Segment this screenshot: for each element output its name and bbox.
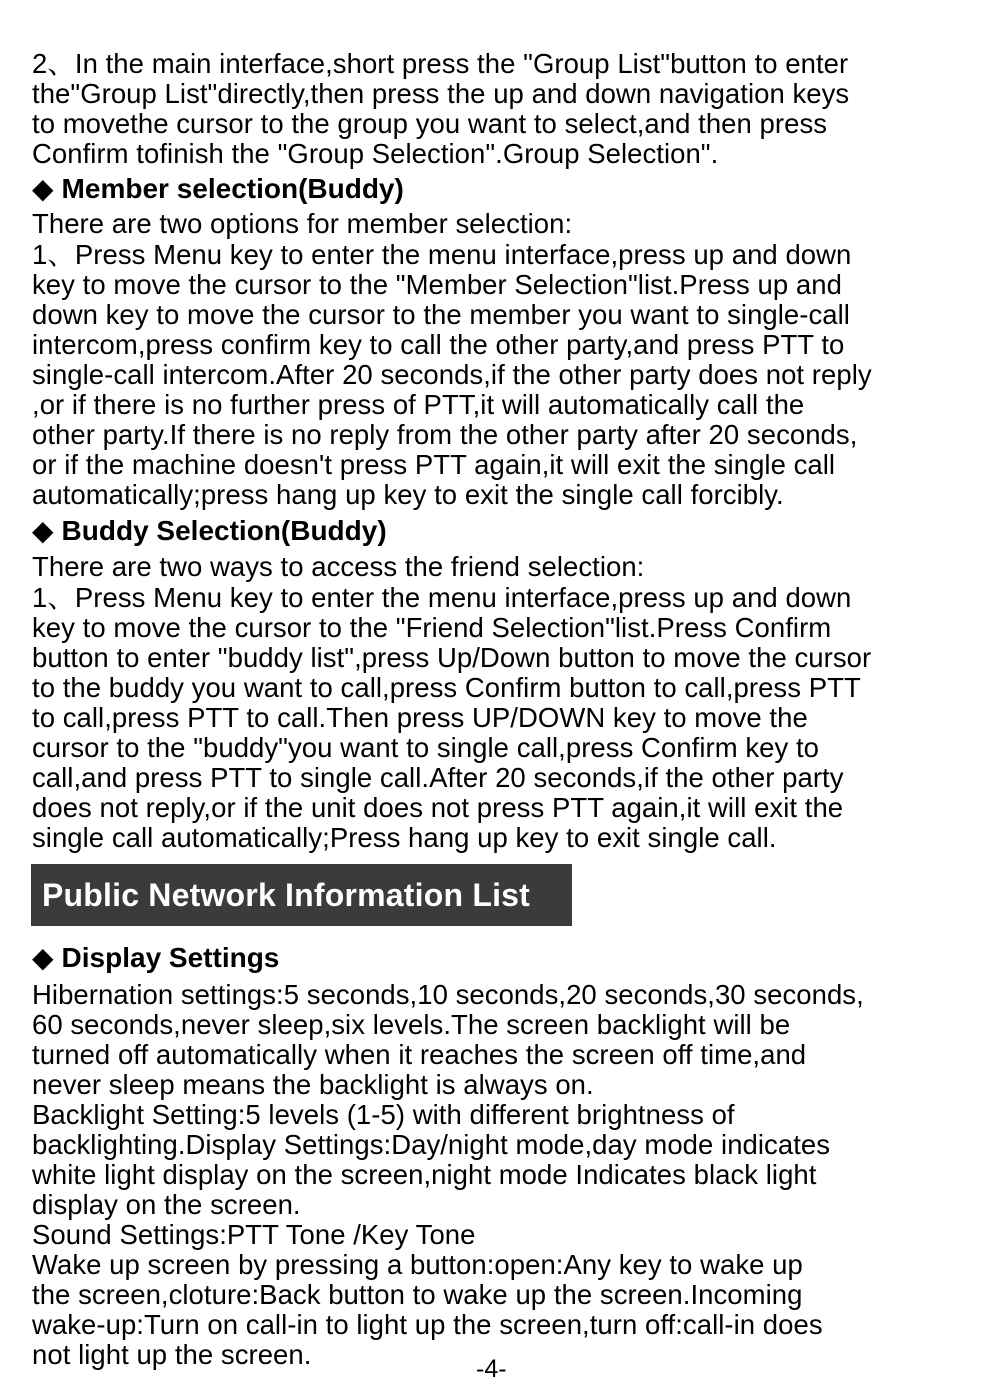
page-number: -4- xyxy=(476,1355,507,1383)
display-line: Hibernation settings:5 seconds,10 seconds,20 seconds,30 seconds, xyxy=(32,979,864,1010)
member-line: down key to move the cursor to the member you want to single-call xyxy=(32,299,850,330)
buddy-selection-heading xyxy=(32,516,387,546)
buddy-line: to the buddy you want to call,press Confirm button to call,press PTT xyxy=(32,672,861,703)
buddy-line: single call automatically;Press hang up key to exit single call. xyxy=(32,822,777,853)
intro-line: 2、In the main interface,short press the "Group List"button to enter xyxy=(32,48,849,79)
member-line: There are two options for member selection: xyxy=(32,208,573,239)
buddy-line: to call,press PTT to call.Then press UP/DOWN key to move the xyxy=(32,702,808,733)
member-line: other party.If there is no reply from the other party after 20 seconds, xyxy=(32,419,858,450)
display-line: white light display on the screen,night mode Indicates black light xyxy=(32,1159,817,1190)
buddy-line: There are two ways to access the friend selection: xyxy=(32,551,645,582)
member-line: ,or if there is no further press of PTT,it will automatically call the xyxy=(32,389,805,420)
display-line: 60 seconds,never sleep,six levels.The screen backlight will be xyxy=(32,1009,791,1040)
display-line: Backlight Setting:5 levels (1-5) with different brightness of xyxy=(32,1099,735,1130)
diamond-bullet-icon: ◆ xyxy=(32,942,54,973)
member-line: or if the machine doesn't press PTT again,it will exit the single call xyxy=(32,449,836,480)
display-line: the screen,cloture:Back button to wake up the screen.Incoming xyxy=(32,1279,803,1310)
member-selection-heading xyxy=(32,174,404,204)
buddy-line: call,and press PTT to single call.After 20 seconds,if the other party xyxy=(32,762,844,793)
buddy-line: 1、Press Menu key to enter the menu interface,press up and down xyxy=(32,582,852,613)
display-settings-heading-text: Display Settings xyxy=(61,942,280,973)
display-settings-heading xyxy=(32,943,279,973)
member-line: single-call intercom.After 20 seconds,if the other party does not reply xyxy=(32,359,872,390)
display-line: never sleep means the backlight is always on. xyxy=(32,1069,594,1100)
diamond-bullet-icon: ◆ xyxy=(32,173,54,204)
section-banner-title: Public Network Information List xyxy=(42,877,531,913)
buddy-selection-heading-text: Buddy Selection(Buddy) xyxy=(61,515,387,546)
intro-line: the"Group List"directly,then press the up and down navigation keys xyxy=(32,78,850,109)
member-line: 1、Press Menu key to enter the menu interface,press up and down xyxy=(32,239,852,270)
display-line: Sound Settings:PTT Tone /Key Tone xyxy=(32,1219,476,1250)
display-line: turned off automatically when it reaches the screen off time,and xyxy=(32,1039,807,1070)
display-line: wake-up:Turn on call-in to light up the screen,turn off:call-in does xyxy=(32,1309,823,1340)
intro-line: Confirm tofinish the "Group Selection".Group Selection". xyxy=(32,138,719,169)
member-line: key to move the cursor to the "Member Selection"list.Press up and xyxy=(32,269,842,300)
display-line: backlighting.Display Settings:Day/night mode,day mode indicates xyxy=(32,1129,831,1160)
member-selection-heading-text: Member selection(Buddy) xyxy=(61,173,404,204)
buddy-line: button to enter "buddy list",press Up/Down button to move the cursor xyxy=(32,642,872,673)
member-line: automatically;press hang up key to exit the single call forcibly. xyxy=(32,479,784,510)
diamond-bullet-icon: ◆ xyxy=(32,515,54,546)
display-line: display on the screen. xyxy=(32,1189,301,1220)
buddy-line: does not reply,or if the unit does not press PTT again,it will exit the xyxy=(32,792,844,823)
section-banner xyxy=(31,864,572,926)
display-line: Wake up screen by pressing a button:open:Any key to wake up xyxy=(32,1249,803,1280)
intro-line: to movethe cursor to the group you want to select,and then press xyxy=(32,108,828,139)
buddy-line: cursor to the "buddy"you want to single call,press Confirm key to xyxy=(32,732,820,763)
display-line: not light up the screen. xyxy=(32,1339,312,1370)
buddy-line: key to move the cursor to the "Friend Selection"list.Press Confirm xyxy=(32,612,832,643)
member-line: intercom,press confirm key to call the other party,and press PTT to xyxy=(32,329,845,360)
